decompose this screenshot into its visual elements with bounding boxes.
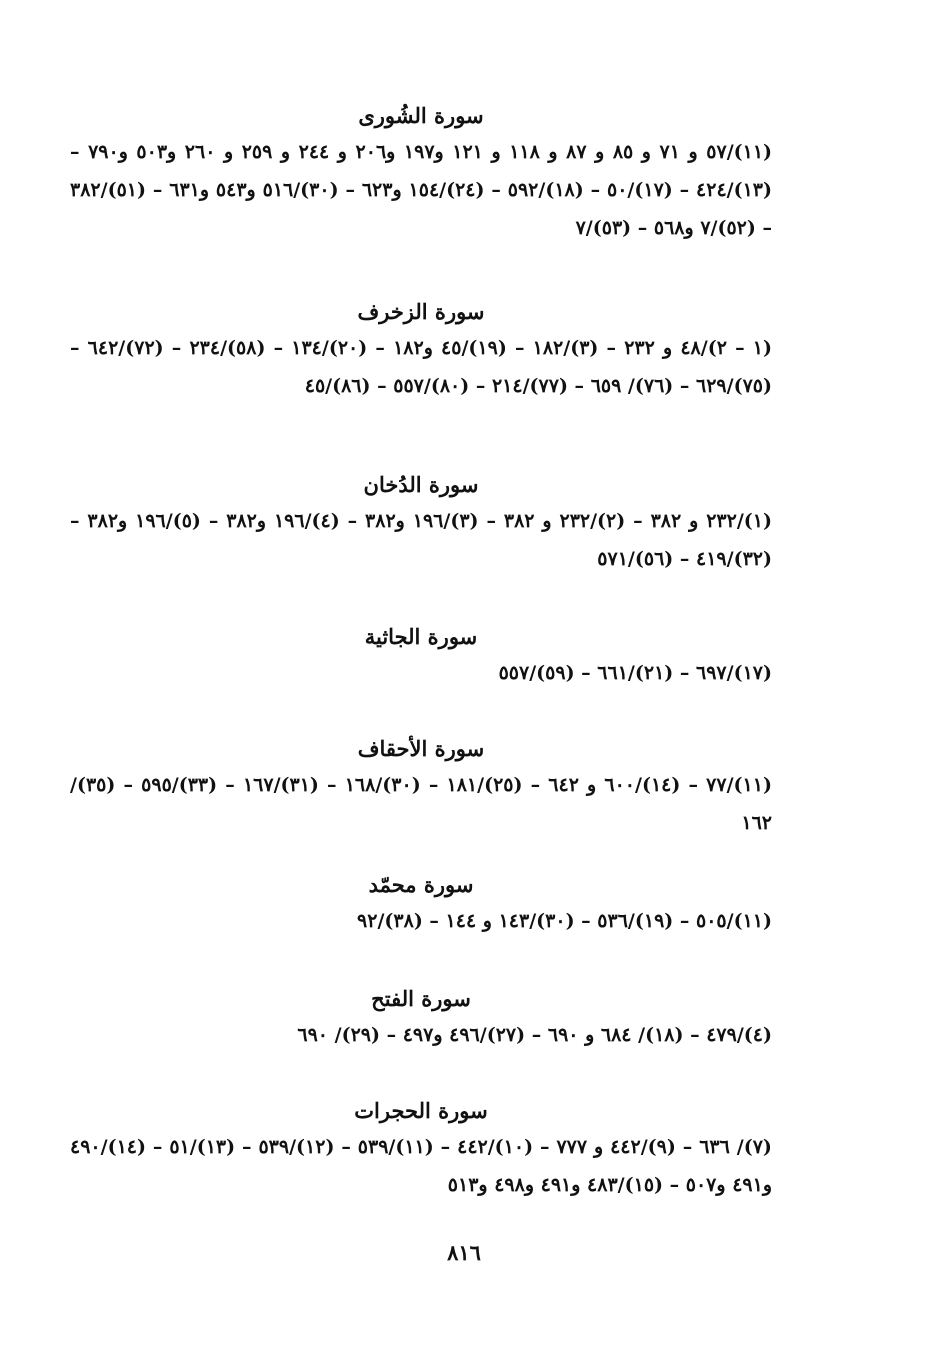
section-al-fath (70, 984, 772, 1054)
section-title: سورة الدُخان (363, 472, 479, 497)
section-az-zukhruf (70, 297, 772, 405)
section-title: سورة الجاثية (364, 624, 478, 649)
section-title: سورة الشُورى (358, 103, 484, 128)
section-references: (١٧)/٦٩٧ – (٢١)/٦٦١ – (٥٩)/٥٥٧ (498, 662, 772, 684)
section-title: سورة الحجرات (354, 1098, 488, 1123)
section-title: سورة الأحقاف (357, 736, 485, 761)
section-references: (١١)/٥٠٥ – (١٩)/٥٣٦ – (٣٠)/١٤٣ و ١٤٤ – (٣٨)/٩٢ (357, 910, 772, 932)
section-al-jathiya (70, 622, 772, 692)
section-references: (٤)/٤٧٩ – (١٨)/ ٦٨٤ و ٦٩٠ – (٢٧)/٤٩٦ و٤٩٧ – (٢٩)/ ٦٩٠ (297, 1024, 772, 1046)
section-ad-dukhan (70, 470, 772, 578)
section-references: (٧)/ ٦٣٦ – (٩)/٤٤٢ و ٧٧٧ – (١٠)/٤٤٢ – (١١)/٥٣٩ – (١٢)/٥٣٩ – (١٣)/٥١ – (١٤)/٤٩٠ و٤٩١ و٥٠٧ – (١٥)/٤٨٣ و٤٩١ و٤٩٨ و٥١٣ (70, 1136, 772, 1196)
section-muhammad (70, 870, 772, 940)
section-ash-shura (70, 101, 772, 247)
section-al-ahqaf (70, 734, 772, 842)
section-references: (١١)/٧٧ – (١٤)/٦٠٠ و ٦٤٢ – (٢٥)/١٨١ – (٣٠)/١٦٨ – (٣١)/١٦٧ – (٣٣)/٥٩٥ – (٣٥)/١٦٢ (70, 774, 772, 834)
section-al-hujurat (70, 1096, 772, 1204)
page-number: ٨١٦ (447, 1240, 481, 1265)
section-references: (١)/٢٣٢ و ٣٨٢ – (٢)/٢٣٢ و ٣٨٢ – (٣)/١٩٦ و٣٨٢ – (٤)/١٩٦ و٣٨٢ – (٥)/١٩٦ و٣٨٢ – (٣٢)/٤١٩ – (٥٦)/٥٧١ (70, 510, 772, 570)
section-title: سورة الزخرف (357, 299, 485, 324)
section-title: سورة محمّد (368, 872, 474, 897)
section-references: (١ – ٢)/٤٨ و ٢٣٢ – (٣)/١٨٢ – (١٩)/٤٥ و١٨٢ – (٢٠)/١٣٤ – (٥٨)/٢٣٤ – (٧٢)/٦٤٢ – (٧٥)/٦٢٩ – (٧٦)/ ٦٥٩ – (٧٧)/٢١٤ – (٨٠)/٥٥٧ – (٨٦)/٤٥ (70, 337, 772, 397)
section-references: (١١)/٥٧ و ٧١ و ٨٥ و ٨٧ و ١١٨ و ١٢١ و١٩٧ و٢٠٦ و ٢٤٤ و ٢٥٩ و ٢٦٠ و٥٠٣ و٧٩٠ – (١٣)/٤٢٤ – (١٧)/٥٠ – (١٨)/٥٩٢ – (٢٤)/١٥٤ و٦٢٣ – (٣٠)/٥١٦ و٥٤٣ و٦٣١ – (٥١)/٣٨٢ – (٥٢)/٧ و٥٦٨ – (٥٣)/٧ (70, 141, 773, 239)
section-title: سورة الفتح (371, 986, 471, 1011)
